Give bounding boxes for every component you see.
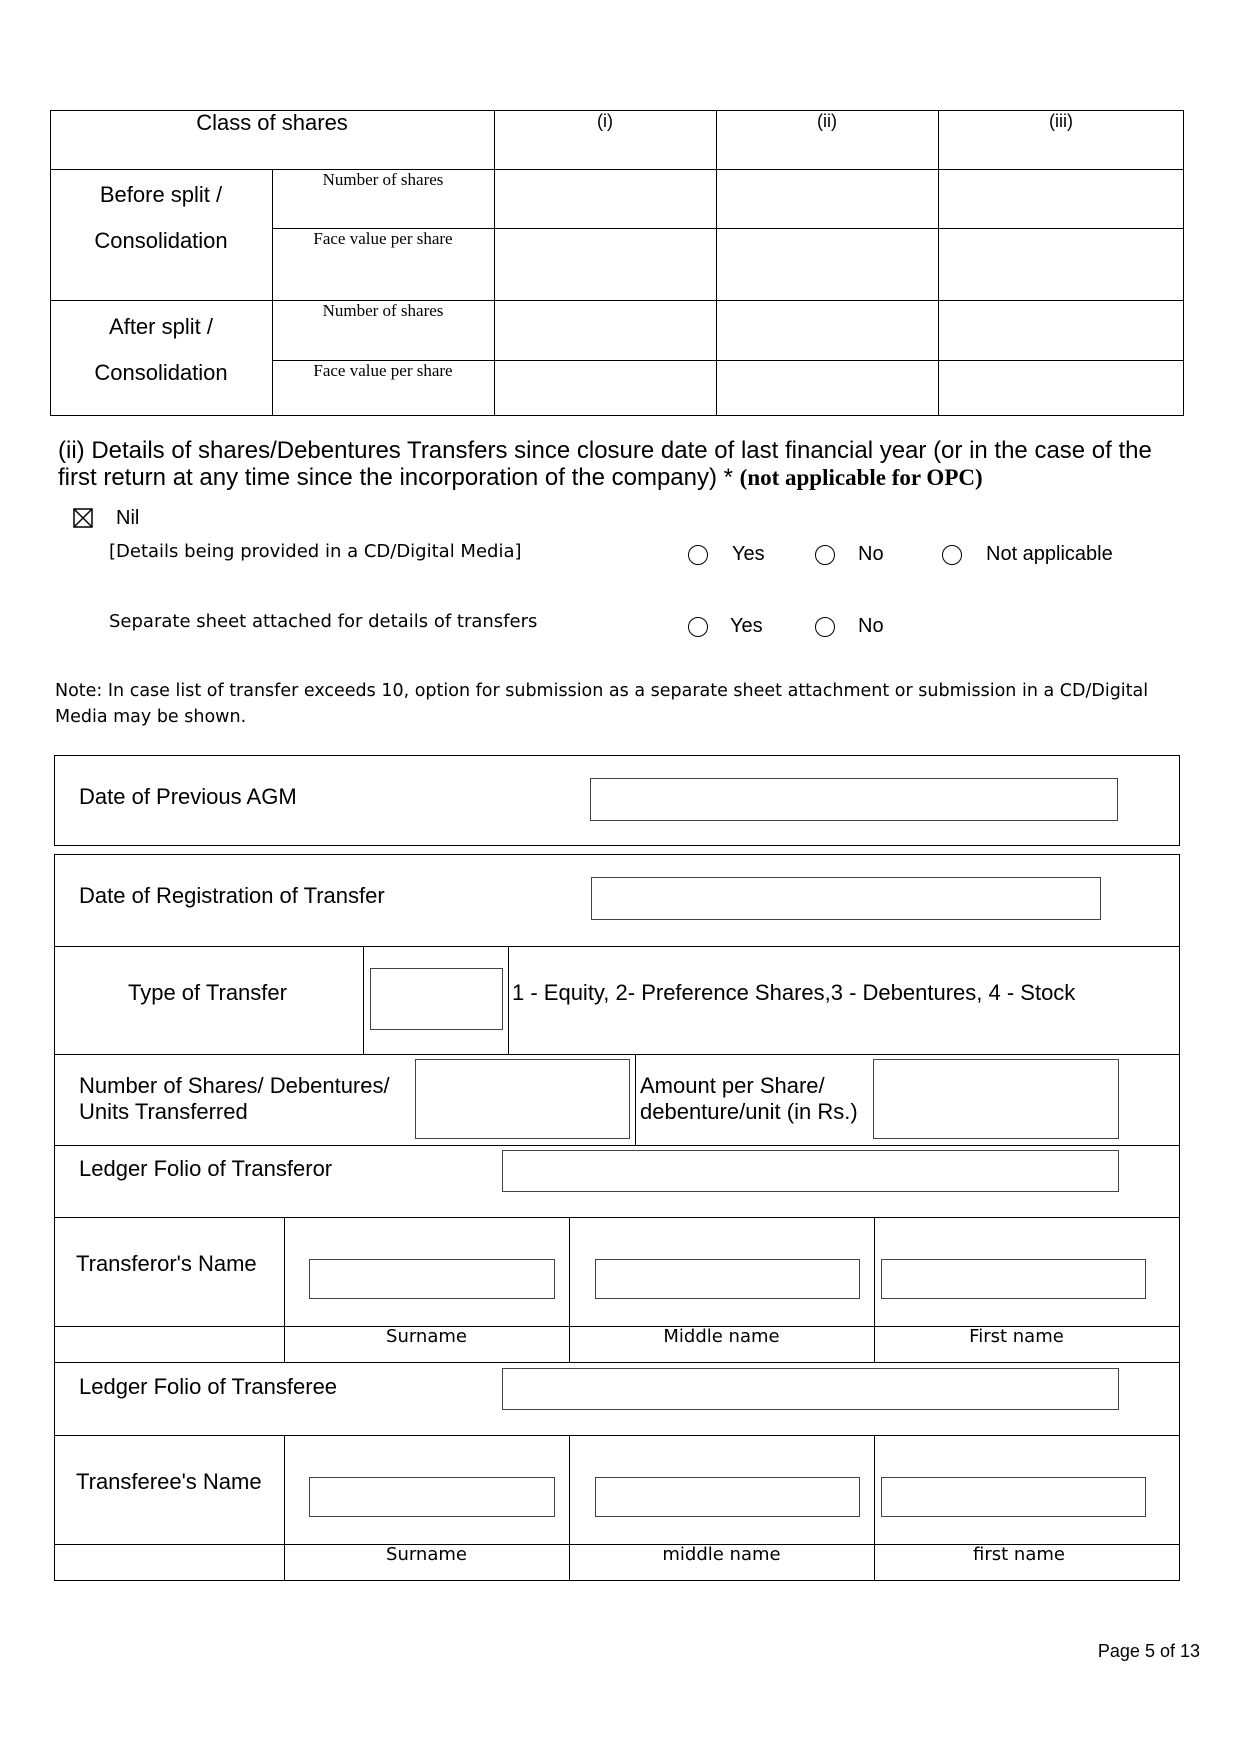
ledger-folio-transferee-label: Ledger Folio of Transferee <box>79 1374 338 1399</box>
note-line1: Note: In case list of transfer exceeds 10, option for submission as a separate sheet attachment or submission in a CD/Digital <box>55 681 1149 701</box>
transferee-name-label: Transferee's Name <box>76 1469 262 1494</box>
ledger-folio-transferee-input[interactable] <box>502 1368 1119 1410</box>
after-consolidation-label: Consolidation <box>94 360 228 385</box>
number-transferred-label-line1: Number of Shares/ Debentures/ <box>79 1073 390 1098</box>
before-face-value-cell-ii[interactable] <box>717 229 937 299</box>
before-split-label: Before split / <box>99 182 223 207</box>
cd-digital-media-label: [Details being provided in a CD/Digital Media] <box>109 541 522 562</box>
sheet-no-label: No <box>858 615 884 637</box>
before-number-cell-ii[interactable] <box>717 170 937 227</box>
type-of-transfer-label: Type of Transfer <box>128 980 287 1005</box>
sheet-no-radio[interactable] <box>815 617 835 637</box>
nil-label: Nil <box>116 507 140 529</box>
not-applicable-opc-note: (not applicable for OPC) <box>739 465 983 490</box>
cd-no-label: No <box>858 543 884 565</box>
registration-date-label: Date of Registration of Transfer <box>79 883 385 908</box>
column-header-ii: (ii) <box>817 111 837 131</box>
cd-not-applicable-radio[interactable] <box>942 545 962 565</box>
registration-date-input[interactable] <box>591 877 1101 920</box>
before-number-of-shares-label: Number of shares <box>322 170 444 189</box>
column-header-iii: (iii) <box>1049 111 1073 131</box>
after-number-cell-i[interactable] <box>495 301 715 359</box>
ledger-folio-transferor-input[interactable] <box>502 1150 1119 1192</box>
after-face-value-cell-iii[interactable] <box>939 361 1183 415</box>
after-face-value-label: Face value per share <box>313 361 453 380</box>
ledger-folio-transferor-label: Ledger Folio of Transferor <box>79 1156 333 1181</box>
transferee-first-name-caption: first name <box>973 1544 1065 1565</box>
note-line2: Media may be shown. <box>55 707 247 727</box>
type-of-transfer-legend: 1 - Equity, 2- Preference Shares,3 - Debentures, 4 - Stock <box>512 980 1076 1005</box>
previous-agm-label: Date of Previous AGM <box>79 784 297 809</box>
separate-sheet-label: Separate sheet attached for details of transfers <box>109 611 538 632</box>
amount-per-share-label-line1: Amount per Share/ <box>640 1073 825 1098</box>
before-number-cell-iii[interactable] <box>939 170 1183 227</box>
previous-agm-date-input[interactable] <box>590 778 1118 821</box>
cd-yes-label: Yes <box>732 543 765 565</box>
transfers-heading-line1: (ii) Details of shares/Debentures Transfers since closure date of last financial year (or in the case of the <box>58 437 1152 464</box>
page-number: Page 5 of 13 <box>1097 1641 1200 1661</box>
number-transferred-label-line2: Units Transferred <box>79 1099 248 1124</box>
transferee-middle-name-caption: middle name <box>662 1544 781 1565</box>
before-consolidation-label: Consolidation <box>94 228 228 253</box>
transferor-middle-name-input[interactable] <box>595 1259 860 1299</box>
class-of-shares-header: Class of shares <box>196 110 348 135</box>
cd-no-radio[interactable] <box>815 545 835 565</box>
cd-not-applicable-label: Not applicable <box>986 543 1113 565</box>
transferee-middle-name-input[interactable] <box>595 1477 860 1517</box>
before-face-value-cell-i[interactable] <box>495 229 715 299</box>
transferor-first-name-caption: First name <box>969 1326 1064 1347</box>
before-face-value-label: Face value per share <box>313 229 453 248</box>
transfers-heading-line2 <box>58 464 1218 491</box>
after-face-value-cell-ii[interactable] <box>717 361 937 415</box>
transfers-heading-text: first return at any time since the incorporation of the company) * <box>58 464 740 491</box>
sheet-yes-label: Yes <box>730 615 763 637</box>
after-number-cell-ii[interactable] <box>717 301 937 359</box>
amount-per-share-input[interactable] <box>873 1059 1119 1139</box>
transferor-middle-name-caption: Middle name <box>663 1326 780 1347</box>
before-face-value-cell-iii[interactable] <box>939 229 1183 299</box>
transferor-name-label: Transferor's Name <box>76 1251 257 1276</box>
after-number-of-shares-label: Number of shares <box>322 301 444 320</box>
amount-per-share-label-line2: debenture/unit (in Rs.) <box>640 1099 858 1124</box>
transferor-first-name-input[interactable] <box>881 1259 1146 1299</box>
after-number-cell-iii[interactable] <box>939 301 1183 359</box>
nil-checkbox[interactable] <box>73 508 93 528</box>
before-number-cell-i[interactable] <box>495 170 715 227</box>
transferee-surname-input[interactable] <box>309 1477 555 1517</box>
sheet-yes-radio[interactable] <box>688 617 708 637</box>
transferor-surname-input[interactable] <box>309 1259 555 1299</box>
checked-box-icon <box>73 508 93 528</box>
type-of-transfer-input[interactable] <box>370 968 503 1030</box>
transferee-first-name-input[interactable] <box>881 1477 1146 1517</box>
transferee-surname-caption: Surname <box>386 1544 467 1565</box>
number-transferred-input[interactable] <box>415 1059 630 1139</box>
column-header-i: (i) <box>597 111 613 131</box>
after-split-label: After split / <box>109 314 213 339</box>
cd-yes-radio[interactable] <box>688 545 708 565</box>
transferor-surname-caption: Surname <box>386 1326 467 1347</box>
after-face-value-cell-i[interactable] <box>495 361 715 415</box>
